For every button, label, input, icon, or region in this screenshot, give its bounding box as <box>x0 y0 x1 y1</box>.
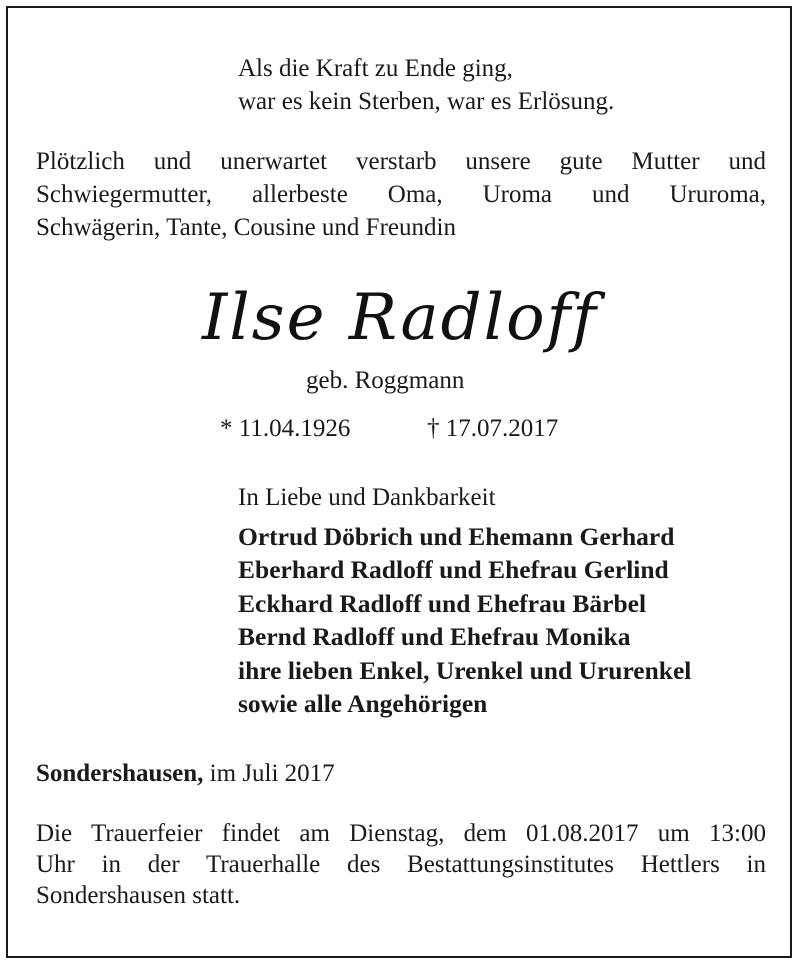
service-line: Die Trauerfeier findet am Dienstag, dem 01.08.2017 um 13:00 <box>36 820 766 847</box>
death-date: † 17.07.2017 <box>427 415 559 442</box>
motto-line: Als die Kraft zu Ende ging, <box>238 55 513 82</box>
place-city: Sondershausen, <box>36 760 204 787</box>
intro-line: Schwiegermutter, allerbeste Oma, Uroma und Ururoma, <box>36 181 766 208</box>
place-date <box>36 757 335 790</box>
birth-name: geb. Roggmann <box>306 367 465 394</box>
intro-text <box>36 145 766 244</box>
mourner-line: Eberhard Radloff und Ehefrau Gerlind <box>238 555 669 585</box>
mourners-lead: In Liebe und Dankbarkeit <box>238 484 496 511</box>
mourner-line: sowie alle Angehörigen <box>238 689 488 719</box>
mourner-line: ihre lieben Enkel, Urenkel und Ururenkel <box>238 655 692 685</box>
motto-line: war es kein Sterben, war es Erlösung. <box>238 88 615 115</box>
mourner-line: Bernd Radloff und Ehefrau Monika <box>238 622 631 652</box>
deceased-name: Ilse Radloff <box>202 281 598 355</box>
intro-line: Schwägerin, Tante, Cousine und Freundin <box>36 214 456 241</box>
place-month: im Juli 2017 <box>203 760 335 787</box>
motto <box>238 52 614 118</box>
mourners-block <box>238 481 691 720</box>
service-info <box>36 818 766 911</box>
mourner-line: Ortrud Döbrich und Ehemann Gerhard <box>238 522 675 551</box>
intro-line: Plötzlich und unerwartet verstarb unsere gute Mutter und <box>36 148 766 175</box>
service-line: Uhr in der Trauerhalle des Bestattungsinstitutes Hettlers in <box>36 851 766 878</box>
service-line: Sondershausen statt. <box>36 882 241 909</box>
mourner-line: Eckhard Radloff und Ehefrau Bärbel <box>238 588 647 618</box>
birth-date: * 11.04.1926 <box>220 415 351 442</box>
